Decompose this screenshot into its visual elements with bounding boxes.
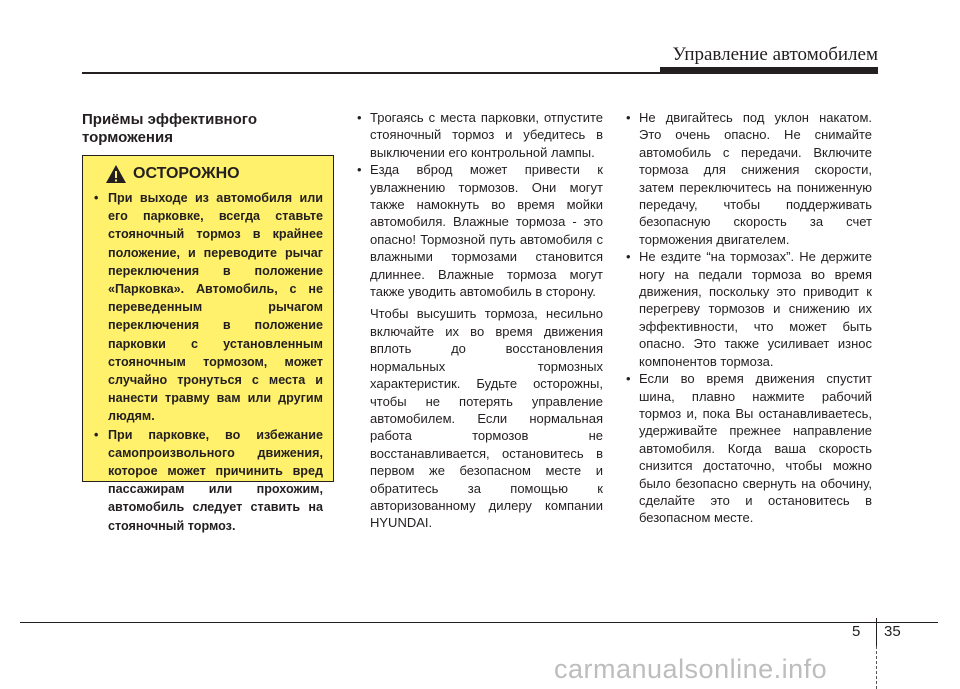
page-separator [876,618,877,646]
list-item: • Если во время движения спустит шина, плавно нажмите рабочий тормоз и, пока Вы останавливаетесь, удерживайте прежнее направление автомобиля. Когда ваша скорость снизится достаточно, чтобы можно было безопасно свернуть на обочину, сделайте это и остановитесь в безопасном месте. [624,370,872,527]
right-column [624,109,872,527]
warning-title: ОСТОРОЖНО [133,165,240,182]
warning-triangle-icon [105,164,127,184]
header-rule-thin [82,72,878,74]
right-list [624,109,872,527]
footer-rule [20,622,938,623]
list-item: • Не двигайтесь под уклон накатом. Это очень опасно. Не снимайте автомобиль с передачи. Включите тормоза для снижения скорости, затем переключитесь на пониженную передачу, чтобы поддерживать безопасную скорость за счет торможения двигателем. [624,109,872,248]
section-title: Приёмы эффективного торможения [82,111,257,146]
middle-column [355,109,603,532]
watermark: carmanualsonline.info [554,654,828,684]
list-item: • Не ездите “на тормозах”. Не держите ногу на педали тормоза во время движения, поскольку это приводит к перегреву тормозов и снижению их эффективности, что может быть опасно. Это также усиливает износ компонентов тормоза. [624,248,872,370]
warning-header [105,164,323,184]
warning-item: • При выходе из автомобиля или его парковке, всегда ставьте стояночный тормоз в крайнее положение, и переводите рычаг переключения в положение «Парковка». Автомобиль, с не переведенным рычагом переключения в положение парковки с установленным стояночным тормозом, может случайно тронуться с места и нанести травму вам или другим людям. [91,189,323,426]
middle-list [355,109,603,300]
crop-mark [876,646,878,689]
warning-box [82,155,334,533]
drying-paragraph: Чтобы высушить тормоза, несильно включайте их во время движения вплоть до восстановления нормальных тормозных характеристик. Будьте осторожны, чтобы не потерять управление автомобилем. Если нормальная работа тормозов не восстанавливается, остановитесь в первом же безопасном месте и обратитесь за помощью к авторизованному дилеру компании HYUNDAI. [370,306,603,531]
list-item: • Трогаясь с места парковки, отпустите стояночный тормоз и убедитесь в выключении его контрольной лампы. [355,109,603,161]
warning-item: • При парковке, во избежание самопроизвольного движения, которое может причинить вред пассажирам или прохожим, автомобиль следует ставить на стояночный тормоз. [91,426,323,535]
header-title: Управление автомобилем [672,44,878,65]
list-item: • Езда вброд может привести к увлажнению тормозов. Они могут также намокнуть во время мойки автомобиля. Влажные тормоза - это опасно! Тормозной путь автомобиля с влажными тормозами становится длиннее. Влажные тормоза могут также уводить автомобиль в сторону. [355,161,603,300]
page-chapter: 5 [852,623,861,640]
warning-list [91,189,323,535]
page-number: 35 [884,623,901,640]
